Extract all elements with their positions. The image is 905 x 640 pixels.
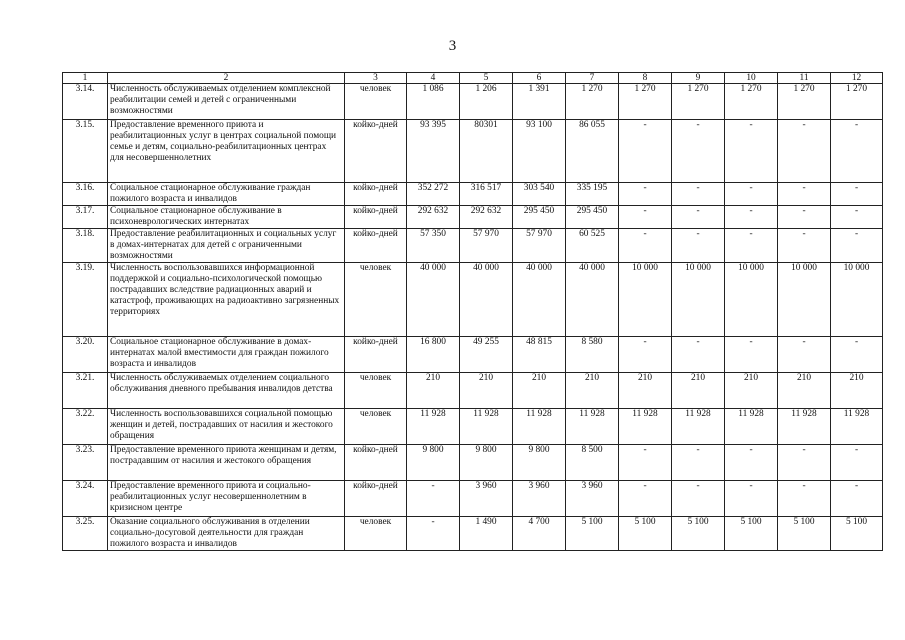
value-cell: 10 000 — [725, 263, 778, 337]
value-cell: 11 928 — [725, 409, 778, 445]
indicator-name: Численность воспользовавшихся социальной помощью женщин и детей, пострадавших от насилия и жестокого обращения — [108, 409, 345, 445]
unit-of-measure: человек — [345, 517, 407, 551]
value-cell: 5 100 — [619, 517, 672, 551]
value-cell: 1 270 — [831, 84, 883, 120]
value-cell: - — [672, 206, 725, 229]
page-number: 3 — [448, 38, 457, 54]
value-cell: 210 — [407, 373, 460, 409]
value-cell: - — [619, 183, 672, 206]
value-cell: - — [831, 481, 883, 517]
value-cell: - — [725, 229, 778, 263]
table-row — [63, 229, 883, 263]
value-cell: 11 928 — [672, 409, 725, 445]
value-cell: 316 517 — [460, 183, 513, 206]
unit-of-measure: койко-дней — [345, 229, 407, 263]
value-cell: 40 000 — [513, 263, 566, 337]
value-cell: 8 500 — [566, 445, 619, 481]
row-number: 3.17. — [63, 206, 108, 229]
value-cell: - — [672, 183, 725, 206]
value-cell: 295 450 — [513, 206, 566, 229]
indicator-name: Предоставление временного приюта и реабилитационных услуг в центрах социальной помощи семье и детям, социально-реабилитационных центрах для несовершеннолетних — [108, 120, 345, 183]
value-cell: 5 100 — [725, 517, 778, 551]
table-row — [63, 481, 883, 517]
value-cell: - — [725, 206, 778, 229]
value-cell: 3 960 — [566, 481, 619, 517]
value-cell: 48 815 — [513, 337, 566, 373]
indicator-name: Численность обслуживаемых отделением социального обслуживания дневного пребывания инвалидов детства — [108, 373, 345, 409]
value-cell: 9 800 — [407, 445, 460, 481]
column-header: 10 — [725, 73, 778, 84]
column-number-row — [63, 73, 883, 84]
table-row — [63, 445, 883, 481]
unit-of-measure: человек — [345, 373, 407, 409]
value-cell: - — [831, 120, 883, 183]
value-cell: 1 270 — [566, 84, 619, 120]
value-cell: - — [725, 481, 778, 517]
value-cell: - — [672, 481, 725, 517]
value-cell: - — [619, 481, 672, 517]
column-header: 8 — [619, 73, 672, 84]
value-cell: - — [778, 229, 831, 263]
unit-of-measure: койко-дней — [345, 337, 407, 373]
table-row — [63, 517, 883, 551]
value-cell: - — [672, 445, 725, 481]
indicator-name: Оказание социального обслуживания в отделении социально-досуговой деятельности для граждан пожилого возраста и инвалидов — [108, 517, 345, 551]
value-cell: - — [778, 206, 831, 229]
indicator-name: Социальное стационарное обслуживание граждан пожилого возраста и инвалидов — [108, 183, 345, 206]
value-cell: 11 928 — [566, 409, 619, 445]
value-cell: 57 350 — [407, 229, 460, 263]
value-cell: 210 — [566, 373, 619, 409]
unit-of-measure: койко-дней — [345, 445, 407, 481]
value-cell: 1 086 — [407, 84, 460, 120]
value-cell: 10 000 — [831, 263, 883, 337]
unit-of-measure: человек — [345, 84, 407, 120]
value-cell: - — [725, 120, 778, 183]
value-cell: - — [778, 120, 831, 183]
value-cell: 11 928 — [407, 409, 460, 445]
value-cell: 210 — [725, 373, 778, 409]
value-cell: 49 255 — [460, 337, 513, 373]
value-cell: 210 — [831, 373, 883, 409]
value-cell: - — [672, 229, 725, 263]
value-cell: 11 928 — [513, 409, 566, 445]
value-cell: 9 800 — [460, 445, 513, 481]
value-cell: 210 — [619, 373, 672, 409]
column-header: 1 — [63, 73, 108, 84]
value-cell: - — [672, 337, 725, 373]
value-cell: 40 000 — [566, 263, 619, 337]
value-cell: 1 270 — [672, 84, 725, 120]
value-cell: 5 100 — [672, 517, 725, 551]
value-cell: 8 580 — [566, 337, 619, 373]
column-header: 7 — [566, 73, 619, 84]
value-cell: - — [778, 337, 831, 373]
value-cell: - — [619, 337, 672, 373]
value-cell: 16 800 — [407, 337, 460, 373]
table-row — [63, 120, 883, 183]
value-cell: 210 — [778, 373, 831, 409]
value-cell: 1 270 — [725, 84, 778, 120]
value-cell: 9 800 — [513, 445, 566, 481]
value-cell: 5 100 — [831, 517, 883, 551]
value-cell: - — [407, 517, 460, 551]
value-cell: 5 100 — [778, 517, 831, 551]
value-cell: 1 270 — [778, 84, 831, 120]
value-cell: 292 632 — [460, 206, 513, 229]
row-number: 3.14. — [63, 84, 108, 120]
row-number: 3.18. — [63, 229, 108, 263]
value-cell: - — [831, 337, 883, 373]
column-header: 3 — [345, 73, 407, 84]
table-row — [63, 409, 883, 445]
unit-of-measure: человек — [345, 409, 407, 445]
row-number: 3.15. — [63, 120, 108, 183]
column-header: 5 — [460, 73, 513, 84]
value-cell: - — [407, 481, 460, 517]
value-cell: 210 — [672, 373, 725, 409]
row-number: 3.25. — [63, 517, 108, 551]
value-cell: 335 195 — [566, 183, 619, 206]
value-cell: - — [725, 337, 778, 373]
value-cell: - — [725, 183, 778, 206]
value-cell: 11 928 — [831, 409, 883, 445]
value-cell: 93 395 — [407, 120, 460, 183]
value-cell: - — [619, 206, 672, 229]
value-cell: 5 100 — [566, 517, 619, 551]
value-cell: - — [831, 445, 883, 481]
column-header: 6 — [513, 73, 566, 84]
column-header: 12 — [831, 73, 883, 84]
row-number: 3.16. — [63, 183, 108, 206]
value-cell: 11 928 — [460, 409, 513, 445]
value-cell: 1 490 — [460, 517, 513, 551]
value-cell: 292 632 — [407, 206, 460, 229]
indicator-name: Социальное стационарное обслуживание в домах-интернатах малой вместимости для граждан пожилого возраста и инвалидов — [108, 337, 345, 373]
value-cell: - — [778, 445, 831, 481]
indicators-table — [62, 72, 883, 551]
value-cell: 210 — [460, 373, 513, 409]
value-cell: 93 100 — [513, 120, 566, 183]
value-cell: 80301 — [460, 120, 513, 183]
row-number: 3.21. — [63, 373, 108, 409]
value-cell: - — [672, 120, 725, 183]
indicator-name: Предоставление временного приюта женщинам и детям, пострадавшим от насилия и жестокого обращения — [108, 445, 345, 481]
table-row — [63, 373, 883, 409]
value-cell: 10 000 — [778, 263, 831, 337]
table-row — [63, 263, 883, 337]
value-cell: 1 270 — [619, 84, 672, 120]
column-header: 2 — [108, 73, 345, 84]
value-cell: - — [831, 206, 883, 229]
value-cell: - — [619, 120, 672, 183]
value-cell: 295 450 — [566, 206, 619, 229]
value-cell: - — [778, 481, 831, 517]
value-cell: 303 540 — [513, 183, 566, 206]
table-row — [63, 183, 883, 206]
indicator-name: Предоставление временного приюта и социально-реабилитационных услуг несовершеннолетним в кризисном центре — [108, 481, 345, 517]
unit-of-measure: койко-дней — [345, 206, 407, 229]
value-cell: 11 928 — [619, 409, 672, 445]
unit-of-measure: койко-дней — [345, 481, 407, 517]
value-cell: - — [619, 445, 672, 481]
value-cell: 40 000 — [460, 263, 513, 337]
table-row — [63, 84, 883, 120]
value-cell: 4 700 — [513, 517, 566, 551]
column-header: 4 — [407, 73, 460, 84]
value-cell: - — [831, 183, 883, 206]
row-number: 3.24. — [63, 481, 108, 517]
unit-of-measure: койко-дней — [345, 183, 407, 206]
row-number: 3.20. — [63, 337, 108, 373]
value-cell: 60 525 — [566, 229, 619, 263]
value-cell: 3 960 — [513, 481, 566, 517]
value-cell: 57 970 — [460, 229, 513, 263]
value-cell: 210 — [513, 373, 566, 409]
value-cell: 352 272 — [407, 183, 460, 206]
table-row — [63, 337, 883, 373]
row-number: 3.19. — [63, 263, 108, 337]
indicator-name: Численность обслуживаемых отделением комплексной реабилитации семей и детей с ограниченными возможностями — [108, 84, 345, 120]
column-header: 11 — [778, 73, 831, 84]
value-cell: 10 000 — [619, 263, 672, 337]
value-cell: - — [619, 229, 672, 263]
value-cell: 1 206 — [460, 84, 513, 120]
value-cell: 11 928 — [778, 409, 831, 445]
value-cell: 3 960 — [460, 481, 513, 517]
value-cell: - — [725, 445, 778, 481]
unit-of-measure: койко-дней — [345, 120, 407, 183]
value-cell: 86 055 — [566, 120, 619, 183]
value-cell: 57 970 — [513, 229, 566, 263]
row-number: 3.22. — [63, 409, 108, 445]
value-cell: - — [831, 229, 883, 263]
indicator-name: Предоставление реабилитационных и социальных услуг в домах-интернатах для детей с ограниченными возможностями — [108, 229, 345, 263]
column-header: 9 — [672, 73, 725, 84]
unit-of-measure: человек — [345, 263, 407, 337]
indicator-name: Численность воспользовавшихся информационной поддержкой и социально-психологической помощью пострадавших вследствие радиационных аварий и катастроф, проживающих на радиоактивно загрязненных территориях — [108, 263, 345, 337]
value-cell: - — [778, 183, 831, 206]
value-cell: 1 391 — [513, 84, 566, 120]
value-cell: 10 000 — [672, 263, 725, 337]
value-cell: 40 000 — [407, 263, 460, 337]
table-row — [63, 206, 883, 229]
row-number: 3.23. — [63, 445, 108, 481]
indicator-name: Социальное стационарное обслуживание в психоневрологических интернатах — [108, 206, 345, 229]
table-body — [63, 84, 883, 551]
